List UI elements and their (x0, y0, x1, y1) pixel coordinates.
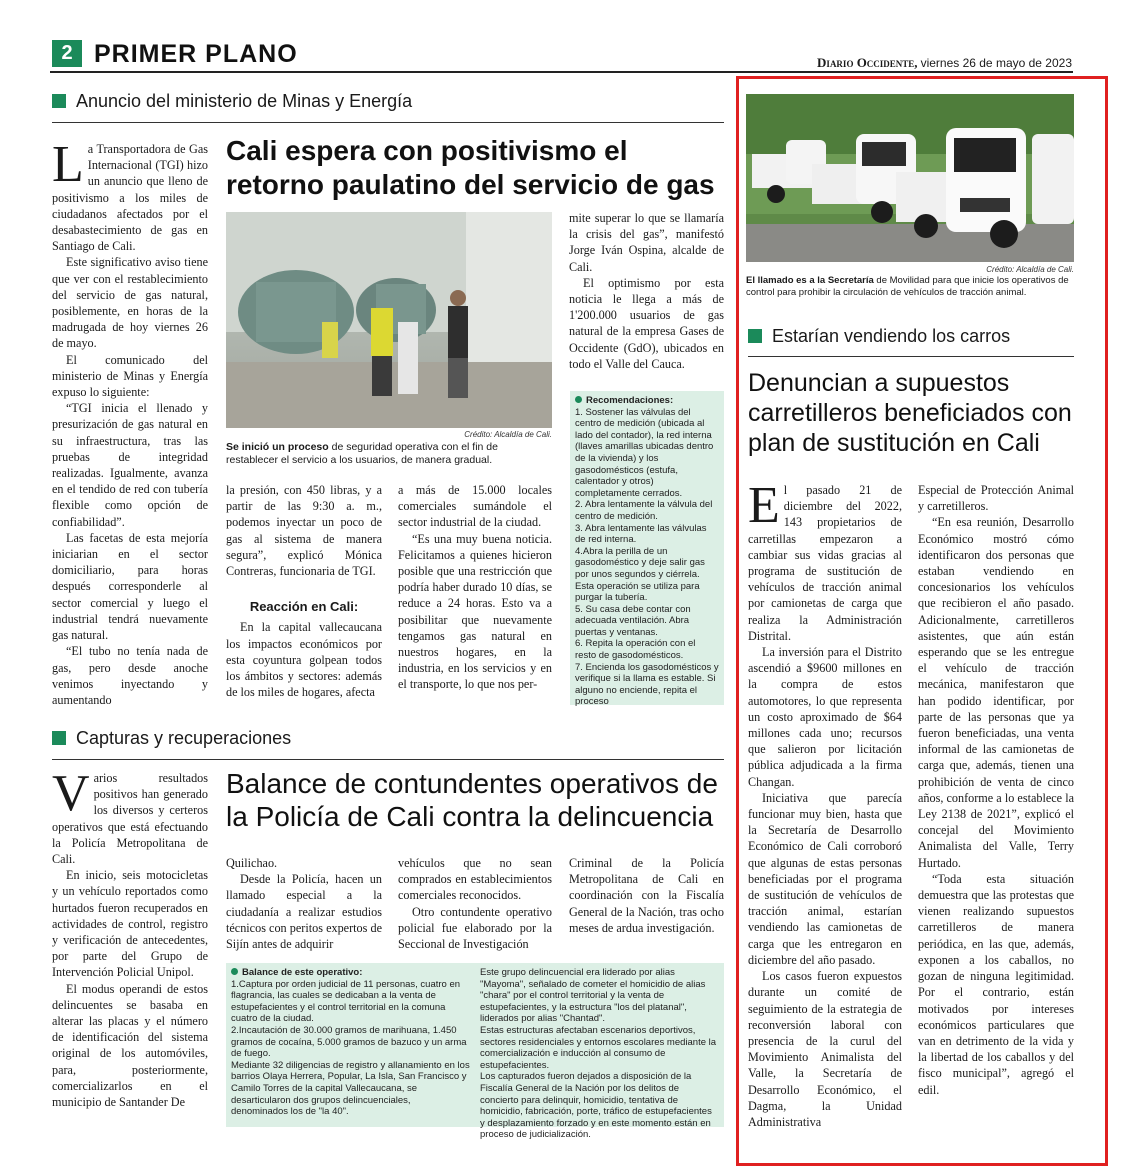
story3-photo-caption (746, 275, 1074, 299)
story1-col1 (52, 136, 208, 708)
recommendation-item: 6. Repita la operación con el resto de gasodomésticos. (575, 638, 696, 662)
story3-kicker-rule (748, 356, 1074, 357)
story3-photo-credit: Crédito: Alcaldía de Cali. (986, 265, 1074, 274)
story1-headline: Cali espera con positivismo el retorno paulatino del servicio de gas (226, 135, 715, 200)
gas-tank-illustration (226, 212, 552, 428)
story3-kicker-text: Estarían vendiendo los carros (772, 326, 1011, 346)
story2-paragraph: Varios resultados positivos han generado los diversos y certeros operativos que está efectuando la Policía Metropolitana de Cali. (52, 765, 208, 867)
recommendation-item: 4.Abra la perilla de un gasodoméstico y deje salir gas por unos segundos y ciérrela. Esta operación se utiliza para purgar la tubería. (575, 545, 705, 604)
story1-paragraph: mite superar lo que se llamaría la crisis del gas”, manifestó Jorge Iván Ospina, alcalde de Cali. (569, 211, 724, 274)
story2-col2 (226, 855, 382, 952)
story1-paragraph: El optimismo por esta noticia le llega a más de 1'200.000 usuarios de gas natural de la empresa Gases de Occidente (GdO), ubicados en todo el Valle del Cauca. (569, 275, 724, 371)
story3-col1 (748, 477, 902, 1130)
story3-paragraph: Especial de Protección Animal y carretilleros. (918, 483, 1074, 514)
story1-paragraph: La Transportadora de Gas Internacional (TGI) hizo un anuncio que lleno de positivismo a los miles de ciudadanos afectados por el desabastecimiento de gas en Santiago de Cali. (52, 136, 208, 254)
operation-balance-left (231, 967, 470, 1123)
story1-subhead: Reacción en Cali: (249, 599, 359, 615)
story3-paragraph: “En esa reunión, Desarrollo Económico mostró cómo identificaron dos personas que estaban vendiendo en concesionarios los vehículos que recibieron el año pasado. Adicionalmente, carretilleros asistentes, que aún están esperando que se les entregue el vehículo de tracción mecánica, manifestaron que han podido identificar, por parte de las personas que ya fueron beneficiadas, una venta informal de las camionetas de carga que, además, tienen una prohibición de venta de cinco años, conforme a lo establece la Ley 2138 de 2021”, explicó el concejal del Movimiento Animalista del Valle, Terry Hurtado. (918, 515, 1074, 870)
bullet-dot-icon (575, 396, 582, 403)
story1-col2 (226, 482, 382, 700)
story2-kicker-text: Capturas y recuperaciones (76, 728, 292, 748)
story3-headline: Denuncian a supuestos carretilleros beneficiados con plan de sustitución en Cali (748, 369, 1072, 457)
story1-paragraph: El comunicado del ministerio de Minas y Energía expuso lo siguiente: (52, 352, 208, 400)
story1-paragraph: a más de 15.000 locales comerciales sumándole el sector industrial de la ciudad. (398, 483, 552, 530)
operation-balance-box (226, 963, 724, 1141)
story2-kicker-rule (52, 759, 724, 760)
story2-paragraph: Otro contundente operativo policial fue elaborado por la Seccional de Investigación (398, 904, 552, 952)
operation-balance-title: Balance de este operativo: (231, 967, 470, 979)
issue-date: viernes 26 de mayo de 2023 (920, 56, 1072, 70)
recommendations-box (570, 391, 724, 708)
recommendation-item: 5. Su casa debe contar con adecuada ventilación. Abra puertas y ventanas. (575, 603, 691, 638)
story1-paragraph: “El tubo no tenía nada de gas, pero desde anoche venimos inyectando y aumentando (52, 644, 208, 707)
operation-item: 1.Captura por orden judicial de 11 personas, cuatro en flagrancia, las cuales se dedicaban a la venta de estupefacientes y el control territorial en la comuna cuatro de la ciudad. (231, 978, 461, 1025)
operation-item: 2.Incautación de 30.000 gramos de marihuana, 1.450 gramos de cocaína, 5.000 gramos de bazuco y un arma de fuego. (231, 1024, 467, 1060)
recommendation-item: 2. Abra lentamente la válvula del centro de medición. (575, 499, 713, 522)
paper-dateline (817, 55, 1072, 71)
operation-item: Estas estructuras afectaban escenarios deportivos, sectores residenciales y entornos escolares mediante la comercialización e inducción al consumo de estupefacientes. (480, 1024, 717, 1071)
story1-kicker (52, 91, 412, 112)
story1-paragraph: En la capital vallecaucana los impactos económicos por esta coyuntura golpean todos los ámbitos y sectores: además de los miles de hogares, afecta (226, 620, 382, 700)
story3-paragraph: “Toda esta situación demuestra que las protestas que vienen realizando supuestos carretilleros de manera periódica, en las que, además, exponen a los caballos, no gozan de ninguna legitimidad. Por el contrario, están motivados por intereses económicos particulares que van en detrimento de la vida y la libertad de los caballos y del fisco municipal”, agregó el edil. (918, 871, 1074, 1097)
recommendation-item: 3. Abra lentamente las válvulas de red interna. (575, 522, 707, 546)
story2-paragraph: Criminal de la Policía Metropolitana de Cali en coordinación con la Fiscalía General de la Nación, tras ocho meses de ardua investigación. (569, 856, 724, 935)
story3-photo (746, 94, 1074, 262)
paper-name: Diario Occidente, (817, 55, 918, 70)
drop-cap: E (748, 477, 780, 534)
section-square-icon (52, 731, 66, 745)
recommendation-item: 7. Encienda los gasodomésticos y verifique si la llama es estable. Si alguno no enciende, repita el proceso (575, 661, 719, 708)
page-number-badge (52, 40, 82, 67)
section-square-icon (748, 329, 762, 343)
story2-paragraph: Quilichao. (226, 856, 278, 870)
story2-paragraph: El modus operandi de estos delincuentes se basaba en alterar las placas y el número de identificación del sistema original de los automóviles, para, posteriormente, comercializarlos en el municipio de Santander De (52, 981, 208, 1110)
story2-col4 (569, 855, 724, 936)
story3-paragraph: La inversión para el Distrito ascendió a $9600 millones en la compra de estos automotores, lo que representa un costo aproximado de $64 millones cada uno; recursos que salieron por licitación pública adjudicada a la firma Changan. (748, 645, 902, 789)
story2-paragraph: En inicio, seis motocicletas y un vehículo reportados como hurtados fueron recuperados en actividades de control, registro y verificación de antecedentes, por parte del Grupo de Intervención Policial Unipol. (52, 868, 208, 980)
story1-col4 (569, 210, 724, 372)
recommendation-item: 1. Sostener las válvulas del centro de medición (ubicada al lado del contador), la red interna (llaves amarillas ubicadas dentro de la vivienda) y los gasodomésticos (estufa, calentador y otros) completamente cerrados. (575, 406, 714, 499)
operation-item: Mediante 32 diligencias de registro y allanamiento en los barrios Olaya Herrera, Popular, La Isla, San Francisco y Camilo Torres de la capital Vallecaucana, se desarticularon dos grupos delincuenciales, denominados los de "la 40". (231, 1059, 470, 1118)
story2-headline: Balance de contundentes operativos de la Policía de Cali contra la delincuencia (226, 768, 718, 832)
story2-col3 (398, 855, 552, 952)
page-number: 2 (61, 42, 73, 64)
drop-cap: L (52, 136, 84, 193)
story3-paragraph: El pasado 21 de diciembre del 2022, 143 propietarios de carretillas empezaron a cambiar sus vidas gracias al programa de sustitución de vehículos de tracción animal por camionetas de carga que realiza la Administración Distrital. (748, 477, 902, 643)
story1-paragraph: Este significativo aviso tiene que ver con el restablecimiento del servicio de gas natural, posiblemente, en horas de la madrugada de hoy viernes 26 de mayo. (52, 255, 208, 351)
caption-rest: de seguridad operativa con el fin de restablecer el servicio a los usuarios, de manera gradual. (226, 441, 498, 466)
drop-cap: V (52, 765, 90, 822)
story1-kicker-text: Anuncio del ministerio de Minas y Energía (76, 91, 413, 111)
caption-rest: de Movilidad para que inicie los operativos de control para prohibir la circulación de vehículos de tracción animal. (746, 275, 1069, 298)
story1-kicker-rule (52, 122, 724, 123)
bullet-dot-icon (231, 968, 238, 975)
operation-item: Este grupo delincuencial era liderado por alias "Mayoma", señalado de cometer el homicidio de alias "chara" por el control territorial y la venta de estupefacientes, y la estructura "los del platanal", liderados por alias "Chantad". (480, 967, 706, 1025)
story2-kicker (52, 728, 291, 749)
story1-photo (226, 212, 552, 428)
caption-lead: Se inició un proceso (226, 441, 329, 453)
masthead-rule (50, 71, 1073, 73)
story1-photo-credit: Crédito: Alcaldía de Cali. (464, 430, 552, 439)
story2-paragraph: vehículos que no sean comprados en establecimientos comerciales reconocidos. (398, 856, 552, 903)
section-title: PRIMER PLANO (94, 40, 298, 68)
story3-paragraph: Iniciativa que parecía funcionar muy bien, hasta que la Secretaría de Desarrollo Económico de Cali corroboró que algunas de estas personas beneficiadas por el programa de sustitución de vehículos de tracción animal, estarían vendiendo las camionetas de carga que les entregaron en diciembre del año pasado. (748, 790, 902, 967)
operation-balance-right (480, 967, 719, 1141)
story1-paragraph: “TGI inicia el llenado y presurización de gas natural en su infraestructura, tras las pruebas de integridad realizadas. Igualmente, avanza en el tendido de red con tubería flexible como opción de confiabilidad”. (52, 401, 208, 529)
story1-paragraph: “Es una muy buena noticia. Felicitamos a quienes hicieron posible que una restricción que podría haber durado 10 días, se reduce a 24 horas. Esto va a posibilitar que nuevamente tengamos gas natural en nuestros hogares, en la industria, en los servicios y en el transporte, lo que nos per- (398, 531, 552, 692)
story1-col3 (398, 482, 552, 693)
section-square-icon (52, 94, 66, 108)
story1-photo-caption (226, 441, 552, 467)
story3-paragraph: Los casos fueron expuestos durante un comité de seguimiento de la estrategia de reconversión laboral con presencia de la curul del Movimiento Animalista del Valle, la Secretaría de Desarrollo Económico, el Dagma, la Unidad Administrativa (748, 969, 902, 1129)
story3-col2 (918, 482, 1074, 1098)
story2-col1 (52, 765, 208, 1110)
operation-item: Los capturados fueron dejados a disposición de la Fiscalía General de la Nación por los delitos de concierto para delinquir, homicidio, tentativa de homicidio, fabricación, porte, tráfico de estupefacientes y desplazamiento forzado y en este momento están en proceso de judicialización. (480, 1071, 712, 1141)
story1-paragraph: la presión, con 450 libras, y a partir de las 9:30 a. m., podemos inyectar un poco de gas al sistema de manera segura”, explicó Mónica Contreras, funcionaria de TGI. (226, 483, 382, 579)
story3-kicker (748, 326, 1010, 347)
caption-lead: El llamado es a la Secretaría (746, 275, 874, 286)
story1-paragraph: Las facetas de esta mejoría iniciarian en el sector domiciliario, para horas después corresponderle al sector comercial y luego el industrial tendrá nuevamente gas natural. (52, 530, 208, 643)
recommendations-title: Recomendaciones: (575, 395, 719, 407)
trucks-illustration (746, 94, 1074, 262)
story2-paragraph: Desde la Policía, hacen un llamado especial a la ciudadanía a realizar estudios técnicos con peritos expertos de Sijín antes de adquirir (226, 872, 382, 952)
